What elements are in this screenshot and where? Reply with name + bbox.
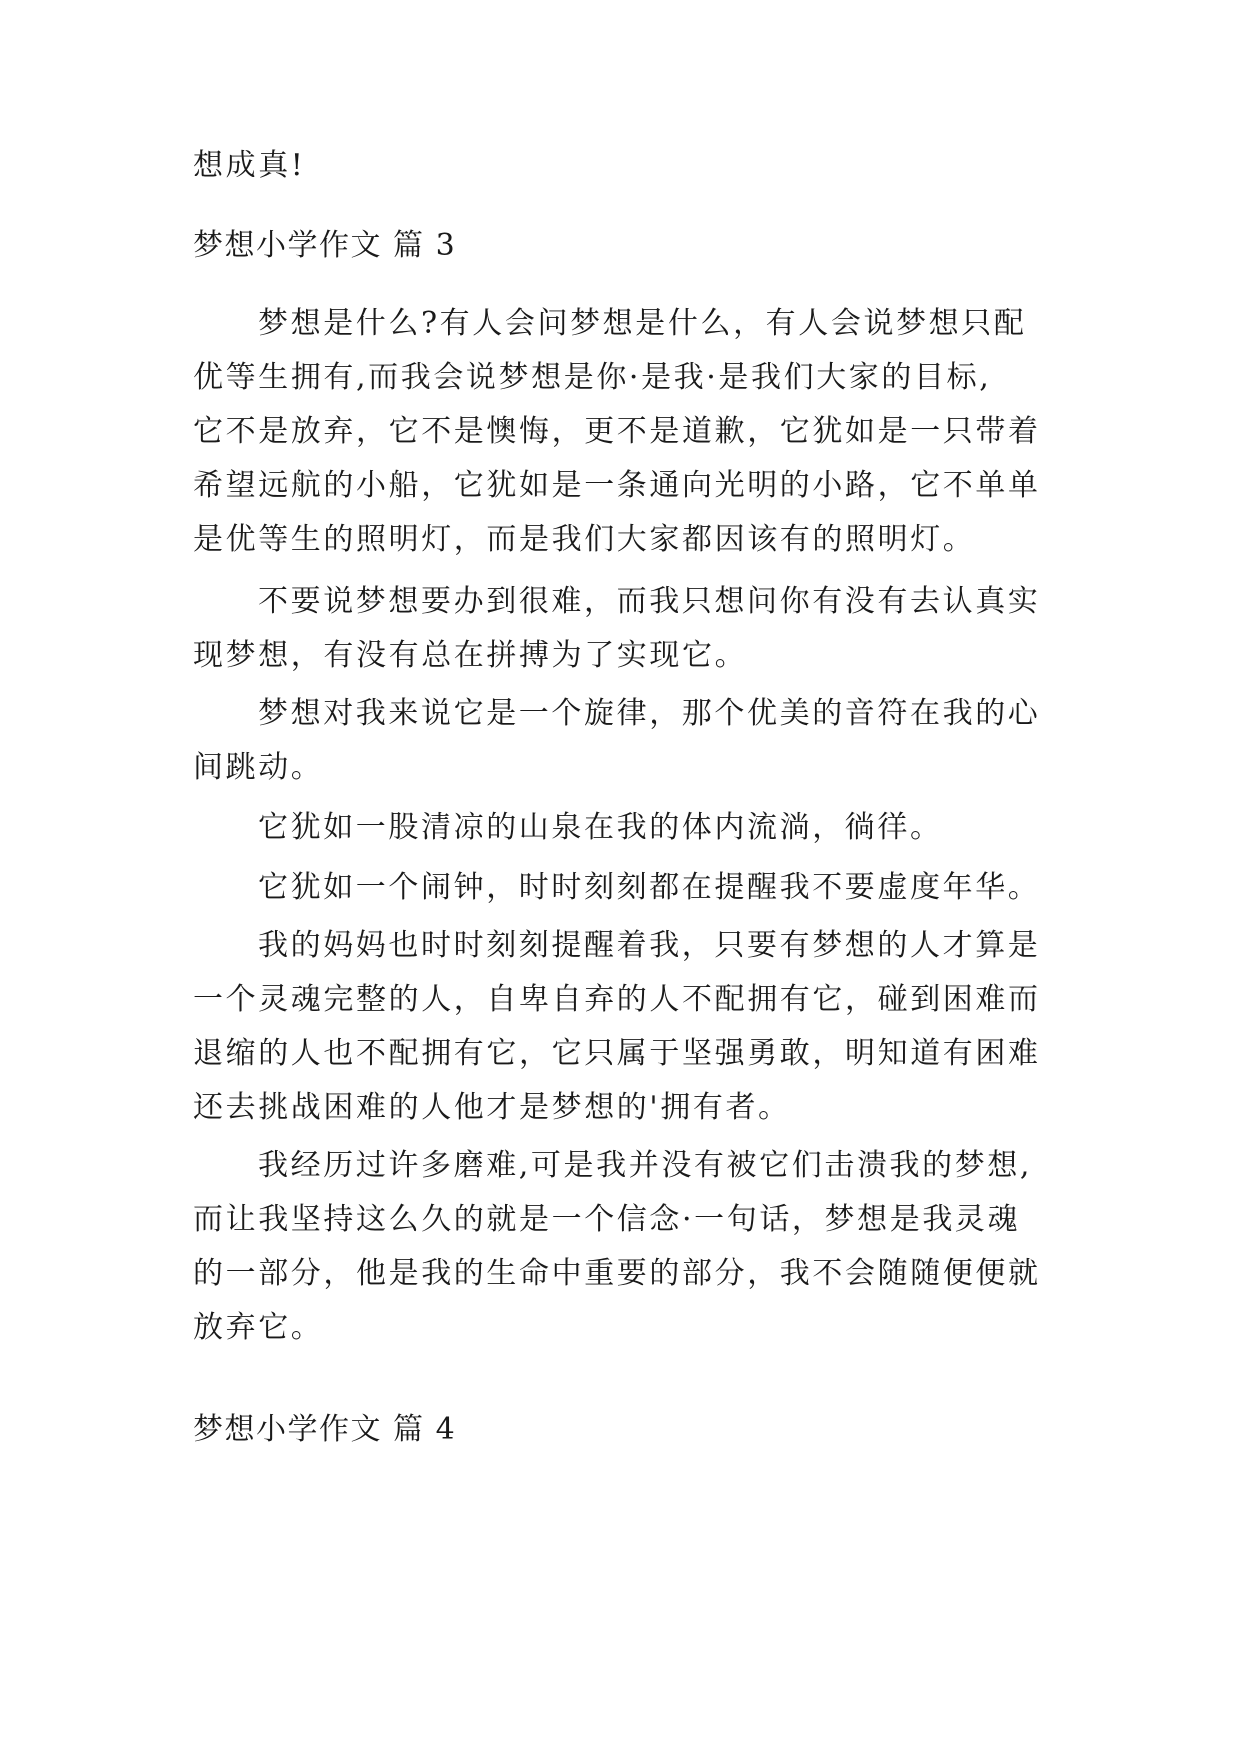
paragraph-line: 而让我坚持这么久的就是一个信念·一句话，梦想是我灵魂 bbox=[193, 1202, 1021, 1237]
paragraph-line: 放弃它。 bbox=[193, 1310, 324, 1345]
paragraph-line: 优等生拥有,而我会说梦想是你·是我·是我们大家的目标, bbox=[193, 360, 992, 395]
section-heading: 梦想小学作文 篇 4 bbox=[193, 1412, 457, 1447]
paragraph-line: 一个灵魂完整的人，自卑自弃的人不配拥有它，碰到困难而 bbox=[193, 982, 1041, 1017]
paragraph-line: 的一部分，他是我的生命中重要的部分，我不会随随便便就 bbox=[193, 1256, 1041, 1291]
paragraph-line: 梦想是什么?有人会问梦想是什么，有人会说梦想只配 bbox=[258, 306, 1027, 341]
paragraph-line: 还去挑战困难的人他才是梦想的'拥有者。 bbox=[193, 1090, 791, 1125]
section-heading: 梦想小学作文 篇 3 bbox=[193, 228, 457, 263]
paragraph-line: 间跳动。 bbox=[193, 750, 324, 785]
paragraph-line: 梦想对我来说它是一个旋律，那个优美的音符在我的心 bbox=[258, 696, 1041, 731]
paragraph-line: 它不是放弃，它不是懊悔，更不是道歉，它犹如是一只带着 bbox=[193, 414, 1041, 449]
paragraph-line: 它犹如一个闹钟，时时刻刻都在提醒我不要虚度年华。 bbox=[258, 870, 1041, 905]
paragraph-line: 它犹如一股清凉的山泉在我的体内流淌，徜徉。 bbox=[258, 810, 943, 845]
paragraph-line: 我的妈妈也时时刻刻提醒着我，只要有梦想的人才算是 bbox=[258, 928, 1041, 963]
paragraph-line: 退缩的人也不配拥有它，它只属于坚强勇敢，明知道有困难 bbox=[193, 1036, 1041, 1071]
paragraph-line: 希望远航的小船，它犹如是一条通向光明的小路，它不单单 bbox=[193, 468, 1041, 503]
paragraph-line: 我经历过许多磨难,可是我并没有被它们击溃我的梦想, bbox=[258, 1148, 1033, 1183]
paragraph-line: 现梦想，有没有总在拼搏为了实现它。 bbox=[193, 638, 748, 673]
paragraph-line: 不要说梦想要办到很难，而我只想问你有没有去认真实 bbox=[258, 584, 1041, 619]
continuation-line: 想成真! bbox=[193, 148, 306, 183]
paragraph-line: 是优等生的照明灯，而是我们大家都因该有的照明灯。 bbox=[193, 522, 976, 557]
